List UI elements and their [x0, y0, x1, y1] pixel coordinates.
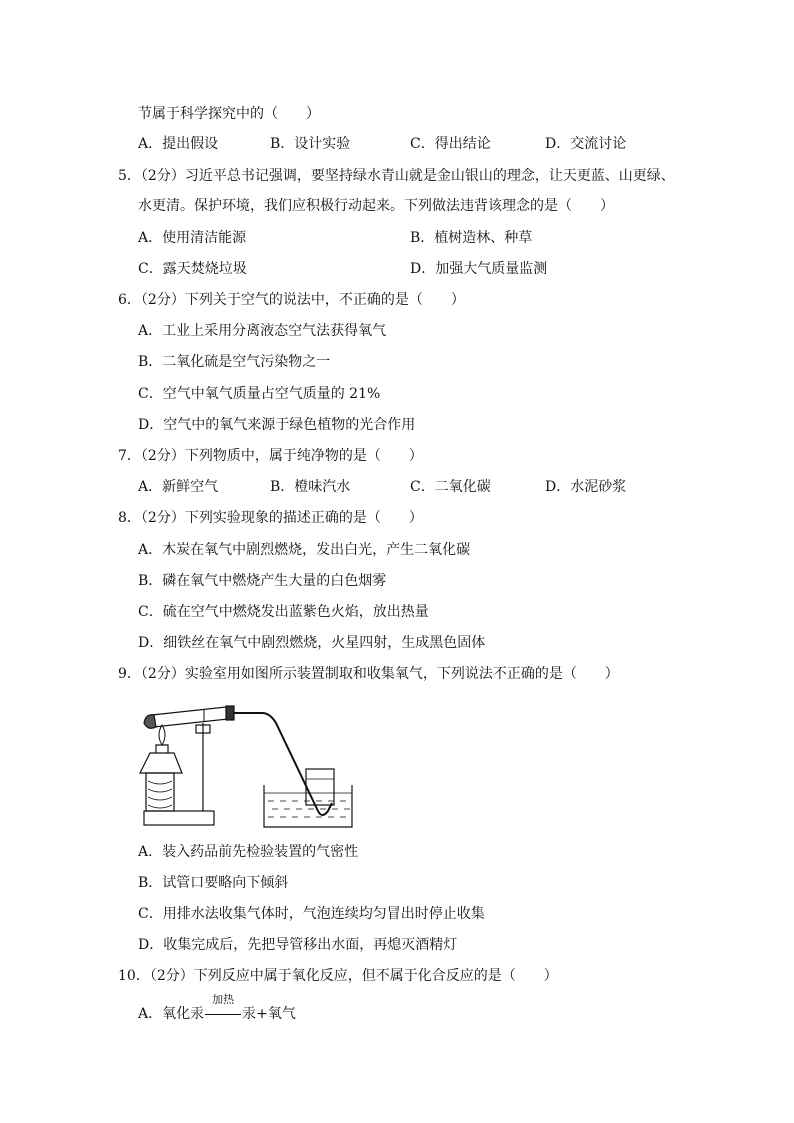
- q6-option-c[interactable]: C．空气中氧气质量占空气质量的 21%: [138, 386, 381, 402]
- q7-option-d[interactable]: D．水泥砂浆: [545, 479, 627, 495]
- q7-stem: 7．（2分）下列物质中，属于纯净物的是（ ）: [118, 448, 423, 464]
- q4-option-b[interactable]: B．设计实验: [270, 136, 351, 152]
- q5-option-c[interactable]: C．露天焚烧垃圾: [138, 261, 247, 277]
- q9-option-d[interactable]: D．收集完成后，先把导管移出水面，再熄灭酒精灯: [138, 937, 458, 953]
- q8-option-d[interactable]: D．细铁丝在氧气中剧烈燃烧，火星四射，生成黑色固体: [138, 635, 486, 651]
- q6-option-b[interactable]: B．二氧化硫是空气污染物之一: [138, 354, 331, 370]
- q9-stem: 9．（2分）实验室用如图所示装置制取和收集氧气，下列说法不正确的是（ ）: [118, 666, 619, 682]
- delivery-tube: [234, 713, 332, 815]
- q5-option-d[interactable]: D．加强大气质量监测: [410, 261, 548, 277]
- test-tube: [152, 707, 228, 727]
- q8-stem: 8．（2分）下列实验现象的描述正确的是（ ）: [118, 510, 423, 526]
- q5-option-a[interactable]: A．使用清洁能源: [138, 230, 247, 246]
- q9-option-a[interactable]: A．装入药品前先检验装置的气密性: [138, 844, 359, 860]
- q9-option-b[interactable]: B．试管口要略向下倾斜: [138, 875, 289, 891]
- q4-stem-continuation: 节属于科学探究中的（ ）: [138, 106, 320, 122]
- oxygen-apparatus-figure: [130, 693, 360, 833]
- q6-option-a[interactable]: A．工业上采用分离液态空气法获得氧气: [138, 323, 387, 339]
- q5-option-b[interactable]: B．植树造林、种草: [410, 230, 533, 246]
- q8-option-c[interactable]: C．硫在空气中燃烧发出蓝紫色火焰，放出热量: [138, 604, 429, 620]
- q10-stem: 10．（2分）下列反应中属于氧化反应，但不属于化合反应的是（ ）: [118, 968, 558, 984]
- stand-base: [144, 811, 214, 825]
- q9-option-c[interactable]: C．用排水法收集气体时，气泡连续均匀冒出时停止收集: [138, 906, 485, 922]
- q10-option-a-products: 汞+氧气: [242, 1006, 296, 1022]
- q4-option-d[interactable]: D．交流讨论: [545, 136, 627, 152]
- gas-jar: [306, 769, 334, 805]
- alcohol-lamp: [140, 753, 182, 773]
- q6-stem: 6．（2分）下列关于空气的说法中，不正确的是（ ）: [118, 292, 465, 308]
- q7-option-a[interactable]: A．新鲜空气: [138, 479, 219, 495]
- reaction-condition: 加热: [212, 993, 235, 1006]
- q5-stem-line2: 水更清。保护环境，我们应积极行动起来。下列做法违背该理念的是（ ）: [138, 198, 614, 214]
- q4-option-a[interactable]: A．提出假设: [138, 136, 219, 152]
- reaction-arrow: [204, 993, 242, 1024]
- q5-stem-line1: 5．（2分）习近平总书记强调，要坚持绿水青山就是金山银山的理念，让天更蓝、山更绿、: [118, 168, 675, 184]
- q6-option-d[interactable]: D．空气中的氧气来源于绿色植物的光合作用: [138, 417, 416, 433]
- q8-option-b[interactable]: B．磷在氧气中燃烧产生大量的白色烟雾: [138, 573, 387, 589]
- q4-option-c[interactable]: C．得出结论: [410, 136, 491, 152]
- q10-option-a-reactant: A．氧化汞: [138, 1006, 205, 1022]
- q7-option-b[interactable]: B．橙味汽水: [270, 479, 351, 495]
- q8-option-a[interactable]: A．木炭在氧气中剧烈燃烧，发出白光，产生二氧化碳: [138, 542, 471, 558]
- q7-option-c[interactable]: C．二氧化碳: [410, 479, 491, 495]
- q10-option-a[interactable]: [138, 993, 296, 1024]
